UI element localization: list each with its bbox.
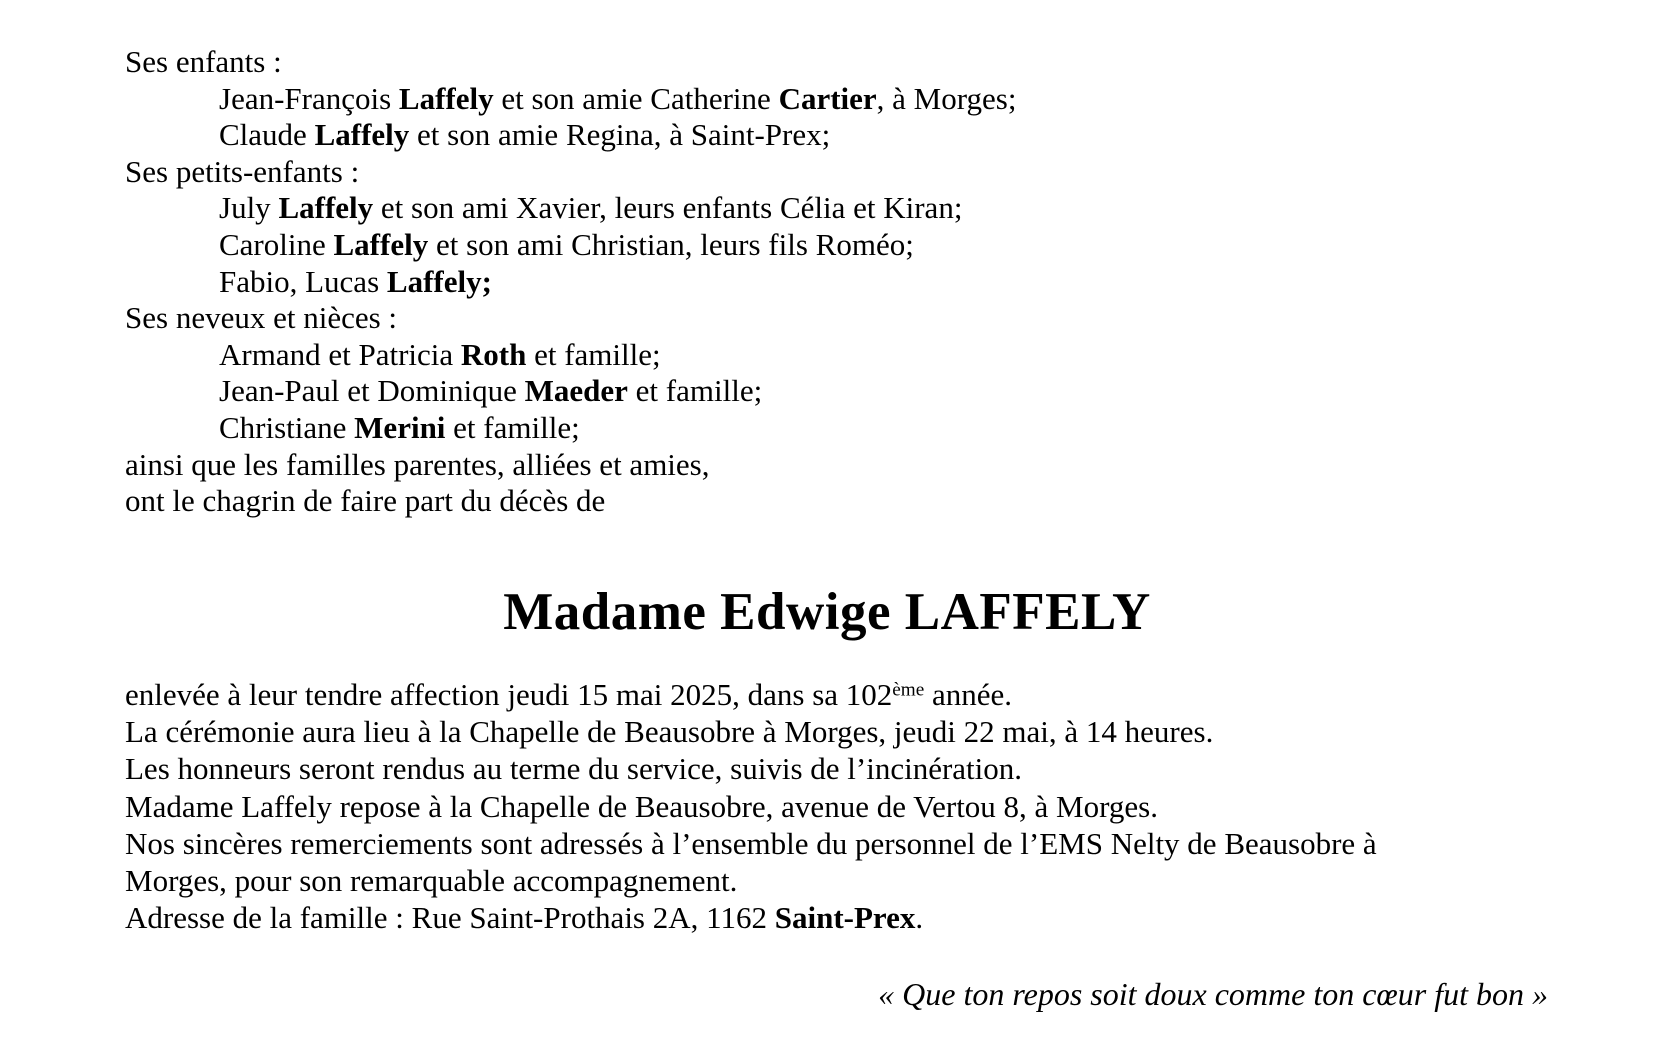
text-line — [125, 373, 1554, 410]
text-line — [125, 676, 1564, 713]
text-segment: La cérémonie aura lieu à la Chapelle de Beausobre à Morges, jeudi 22 mai, à 14 heures. — [125, 714, 1214, 750]
emphasized-name: Laffely — [278, 190, 374, 226]
text-line — [125, 825, 1564, 862]
text-segment: et son ami Christian, leurs fils Roméo; — [428, 226, 914, 262]
text-segment: et son amie Catherine — [493, 80, 779, 116]
text-segment: . — [915, 900, 924, 936]
emphasized-name: Laffely; — [386, 263, 492, 299]
text-line — [125, 483, 1554, 520]
text-segment: ont le chagrin de faire part du décès de — [125, 483, 606, 519]
text-segment: , à Morges; — [876, 80, 1017, 116]
text-segment: ainsi que les familles parentes, alliées et amies, — [125, 446, 710, 482]
text-segment: Jean-Paul et Dominique — [219, 373, 525, 409]
text-segment: July — [219, 190, 279, 226]
text-line — [125, 447, 1554, 484]
text-line — [125, 300, 1554, 337]
text-line — [125, 713, 1564, 750]
text-line — [125, 117, 1554, 154]
text-segment: et famille; — [627, 373, 763, 409]
text-segment: Fabio, Lucas — [219, 263, 387, 299]
text-segment: Nos sincères remerciements sont adressés à l’ensemble du personnel de l’EMS Nelty de Beausobre à — [125, 825, 1377, 861]
text-line — [125, 154, 1554, 191]
text-line — [125, 862, 1564, 899]
text-segment: enlevée à leur tendre affection jeudi 15 mai 2025, dans sa 102 — [125, 677, 893, 712]
emphasized-name: Saint-Prex — [774, 900, 916, 936]
emphasized-name: Laffely — [398, 80, 494, 116]
emphasized-name: Laffely — [333, 226, 429, 262]
text-segment: Ses enfants : — [125, 44, 282, 79]
text-segment: et famille; — [445, 409, 580, 445]
emphasized-name: Cartier — [778, 80, 877, 116]
family-relations-list — [125, 44, 1554, 520]
text-line — [125, 44, 1554, 81]
text-line — [125, 81, 1554, 118]
ordinal-superscript: ème — [892, 679, 925, 701]
text-line — [125, 337, 1554, 374]
text-line — [125, 264, 1554, 301]
text-segment: Caroline — [219, 226, 334, 262]
text-line — [125, 410, 1554, 447]
text-segment: Les honneurs seront rendus au terme du service, suivis de l’incinération. — [125, 751, 1023, 787]
deceased-name-title: Madame Edwige LAFFELY — [503, 583, 1151, 641]
text-segment: et son ami Xavier, leurs enfants Célia et Kiran; — [373, 190, 963, 226]
text-segment: Adresse de la famille : Rue Saint-Prothais 2A, 1162 — [125, 900, 775, 936]
text-line — [125, 750, 1564, 787]
text-segment: et famille; — [526, 336, 661, 372]
emphasized-name: Maeder — [524, 373, 628, 409]
emphasized-name: Merini — [354, 409, 446, 445]
text-line — [125, 190, 1554, 227]
text-segment: Armand et Patricia — [219, 336, 461, 372]
funeral-details — [125, 676, 1564, 936]
text-line — [125, 899, 1564, 936]
text-segment: et son amie Regina, à Saint-Prex; — [409, 117, 831, 153]
emphasized-name: Roth — [460, 336, 527, 372]
text-segment: Madame Laffely repose à la Chapelle de Beausobre, avenue de Vertou 8, à Morges. — [125, 788, 1158, 824]
epitaph-quote: « Que ton repos soit doux comme ton cœur fut bon » — [878, 976, 1548, 1012]
text-line — [125, 788, 1564, 825]
text-line — [125, 227, 1554, 264]
text-segment: Ses petits-enfants : — [125, 153, 360, 189]
text-segment: Jean-François — [219, 80, 399, 116]
text-segment: Morges, pour son remarquable accompagnement. — [125, 863, 738, 899]
emphasized-name: Laffely — [314, 117, 410, 153]
text-segment: Ses neveux et nièces : — [125, 300, 398, 336]
text-segment: année. — [924, 677, 1013, 712]
text-segment: Claude — [219, 117, 315, 153]
text-segment: Christiane — [219, 409, 355, 445]
